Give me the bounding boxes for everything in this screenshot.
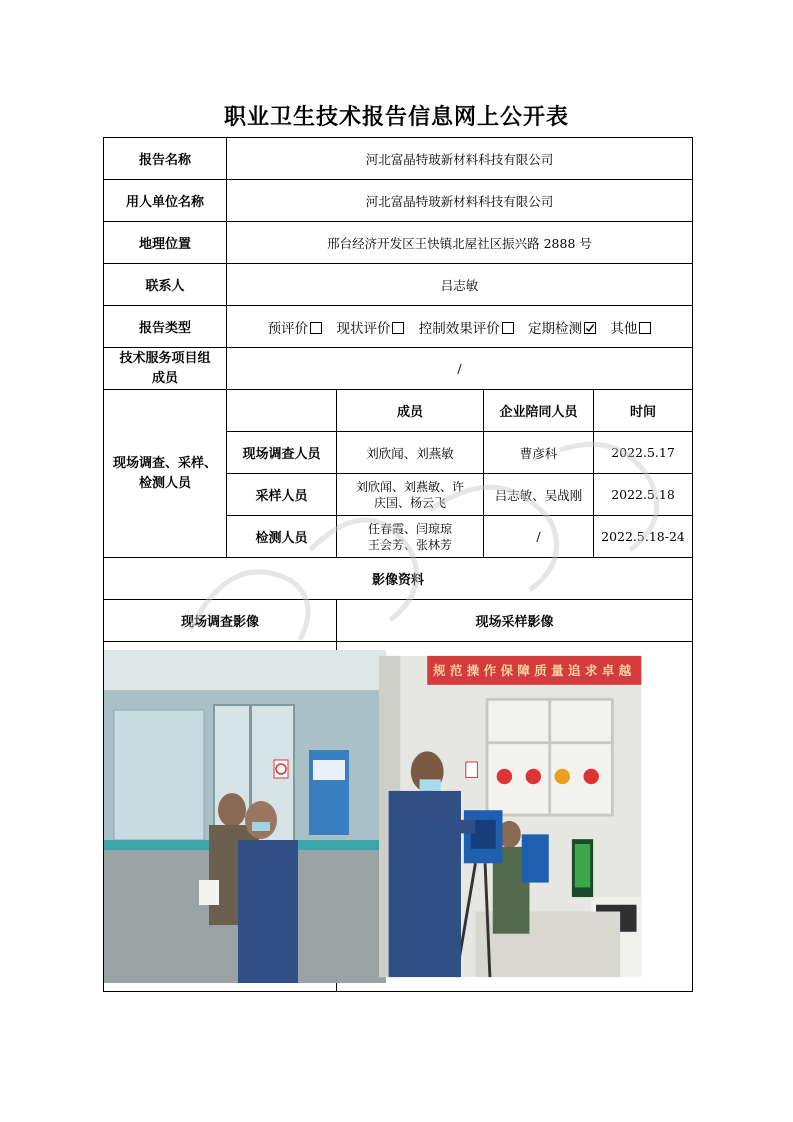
- row-report-name: [104, 138, 693, 180]
- sampling-staff-escort: 吕志敏、吴战刚: [484, 474, 594, 516]
- personnel-label: [104, 390, 227, 558]
- testing-staff-members: [337, 516, 484, 558]
- header-members: 成员: [337, 390, 484, 432]
- checkbox-empty-icon: [310, 322, 322, 334]
- sampling-members-line1: 刘欣闻、刘燕敏、许: [355, 479, 464, 494]
- row-team-members: [104, 348, 693, 390]
- banner-text: 规 范 操 作 保 障 质 量 追 求 卓 越: [432, 663, 631, 679]
- header-time: 时间: [594, 390, 693, 432]
- option-control-effect-text: 控制效果评价: [418, 320, 500, 337]
- employer-name-value: 河北富晶特玻新材料科技有限公司: [227, 180, 693, 222]
- report-name-value: 河北富晶特玻新材料科技有限公司: [227, 138, 693, 180]
- sampling-staff-time: 2022.5.18: [594, 474, 693, 516]
- sampling-members-line2: 庆国、杨云飞: [373, 495, 446, 510]
- report-type-label: 报告类型: [104, 306, 227, 348]
- personnel-label-line2: 检测人员: [138, 475, 191, 491]
- option-pre-evaluation-text: 预评价: [267, 320, 309, 337]
- sampling-photo-cell: [337, 642, 693, 992]
- survey-staff-label: 现场调查人员: [227, 432, 337, 474]
- sampling-staff-members: [337, 474, 484, 516]
- team-members-value: /: [227, 348, 693, 390]
- survey-staff-time: 2022.5.17: [594, 432, 693, 474]
- team-members-label-line2: 成员: [151, 370, 178, 386]
- testing-members-line2: 王会芳、张林芳: [367, 537, 452, 552]
- checkbox-empty-icon: [639, 322, 651, 334]
- row-image-section: [104, 558, 693, 600]
- option-other-text: 其他: [610, 320, 638, 337]
- row-employer-name: [104, 180, 693, 222]
- survey-staff-escort: 曹彦科: [484, 432, 594, 474]
- employer-name-label: 用人单位名称: [104, 180, 227, 222]
- row-images: [104, 642, 693, 992]
- sampling-image-label: 现场采样影像: [337, 600, 693, 642]
- team-members-label: [104, 348, 227, 390]
- testing-staff-label: 检测人员: [227, 516, 337, 558]
- checkbox-empty-icon: [392, 322, 404, 334]
- testing-staff-time: 2022.5.18-24: [594, 516, 693, 558]
- testing-staff-escort: /: [484, 516, 594, 558]
- option-other: [610, 321, 651, 337]
- option-status-evaluation-text: 现状评价: [336, 320, 391, 337]
- page-title: 职业卫生技术报告信息网上公开表: [223, 104, 569, 130]
- contact-label: 联系人: [104, 264, 227, 306]
- survey-staff-members: 刘欣闻、刘燕敏: [337, 432, 484, 474]
- option-periodic-test: [528, 321, 596, 337]
- row-report-type: [104, 306, 693, 348]
- location-value: 邢台经济开发区王快镇北屋社区振兴路 2888 号: [227, 222, 693, 264]
- team-members-label-line1: 技术服务项目组: [119, 350, 211, 366]
- survey-photo-cell: [104, 642, 337, 992]
- report-name-label: 报告名称: [104, 138, 227, 180]
- option-status-evaluation: [336, 321, 404, 337]
- location-label: 地理位置: [104, 222, 227, 264]
- row-location: [104, 222, 693, 264]
- survey-image-label: 现场调查影像: [104, 600, 337, 642]
- option-pre-evaluation: [268, 321, 323, 337]
- option-control-effect: [419, 321, 514, 337]
- header-company-escort: 企业陪同人员: [484, 390, 594, 432]
- row-personnel-header: [104, 390, 693, 432]
- contact-value: 吕志敏: [227, 264, 693, 306]
- report-type-options: [227, 306, 693, 348]
- personnel-label-line1: 现场调查、采样、: [112, 455, 217, 471]
- row-image-headers: [104, 600, 693, 642]
- sampling-photo: [379, 650, 651, 983]
- image-section-label: 影像资料: [104, 558, 693, 600]
- checkbox-empty-icon: [502, 322, 514, 334]
- option-periodic-test-text: 定期检测: [528, 320, 583, 337]
- sampling-staff-label: 采样人员: [227, 474, 337, 516]
- checkbox-checked-icon: [584, 322, 596, 334]
- row-contact: [104, 264, 693, 306]
- survey-photo: [104, 650, 386, 983]
- testing-members-line1: 任春霞、闫琼琼: [367, 521, 452, 536]
- info-table: [103, 137, 693, 992]
- personnel-header-blank: [227, 390, 337, 432]
